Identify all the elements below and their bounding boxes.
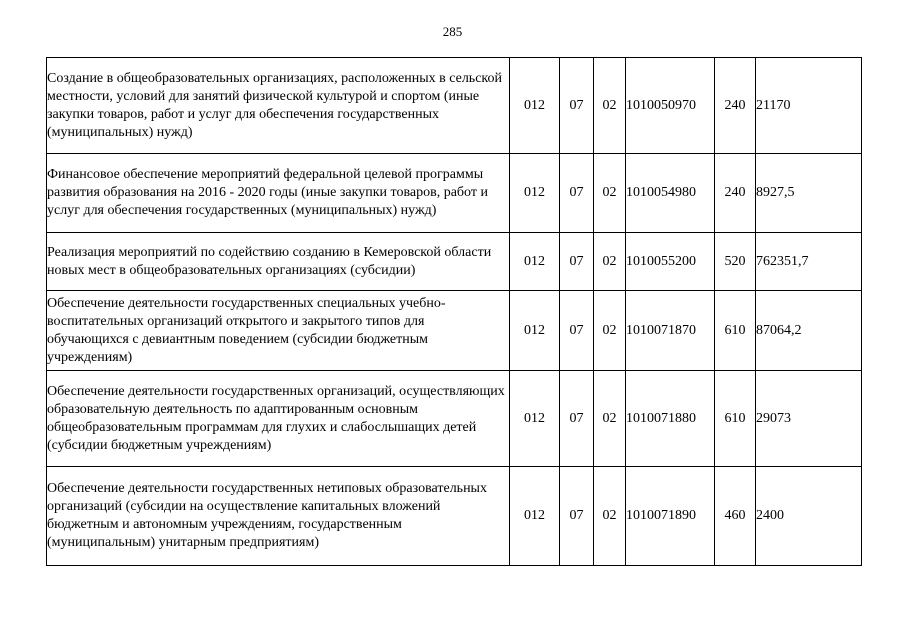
table-row [47, 371, 862, 467]
ministry-code: 012 [510, 467, 560, 566]
section-code: 07 [560, 58, 594, 154]
section-code: 07 [560, 154, 594, 233]
amount-value: 8927,5 [756, 154, 862, 233]
table-row [47, 154, 862, 233]
expense-type-code: 520 [715, 233, 756, 291]
section-code: 07 [560, 371, 594, 467]
expense-type-code: 240 [715, 154, 756, 233]
expense-type-code: 610 [715, 291, 756, 371]
budget-table [46, 57, 862, 566]
ministry-code: 012 [510, 154, 560, 233]
row-description: Реализация мероприятий по содействию созданию в Кемеровской области новых мест в общеобразовательных организациях (субсидии) [47, 233, 510, 291]
subsection-code: 02 [594, 291, 626, 371]
amount-value: 2400 [756, 467, 862, 566]
target-article-code: 1010071870 [626, 291, 715, 371]
target-article-code: 1010050970 [626, 58, 715, 154]
table-row [47, 233, 862, 291]
table-row [47, 291, 862, 371]
row-description: Финансовое обеспечение мероприятий федеральной целевой программы развития образования на 2016 - 2020 годы (иные закупки товаров, работ и услуг для обеспечения государственных (муниципальных) нужд) [47, 154, 510, 233]
amount-value: 87064,2 [756, 291, 862, 371]
expense-type-code: 460 [715, 467, 756, 566]
amount-value: 21170 [756, 58, 862, 154]
amount-value: 29073 [756, 371, 862, 467]
section-code: 07 [560, 233, 594, 291]
target-article-code: 1010054980 [626, 154, 715, 233]
row-description: Обеспечение деятельности государственных организаций, осуществляющих образовательную деятельность по адаптированным основным общеобразовательным программам для глухих и слабослышащих детей (субсидии бюджетным учреждениям) [47, 371, 510, 467]
subsection-code: 02 [594, 371, 626, 467]
expense-type-code: 240 [715, 58, 756, 154]
table-row [47, 467, 862, 566]
row-description: Обеспечение деятельности государственных специальных учебно-воспитательных организаций открытого и закрытого типов для обучающихся с девиантным поведением (субсидии бюджетным учреждениям) [47, 291, 510, 371]
row-description: Создание в общеобразовательных организациях, расположенных в сельской местности, условий для занятий физической культурой и спортом (иные закупки товаров, работ и услуг для обеспечения государственных (муниципальных) нужд) [47, 58, 510, 154]
row-description: Обеспечение деятельности государственных нетиповых образовательных организаций (субсидии на осуществление капитальных вложений бюджетным и автономным учреждениям, государственным (муниципальным) унитарным предприятиям) [47, 467, 510, 566]
subsection-code: 02 [594, 233, 626, 291]
subsection-code: 02 [594, 58, 626, 154]
table-row [47, 58, 862, 154]
target-article-code: 1010071880 [626, 371, 715, 467]
page-number: 285 [442, 24, 463, 39]
ministry-code: 012 [510, 58, 560, 154]
subsection-code: 02 [594, 154, 626, 233]
ministry-code: 012 [510, 371, 560, 467]
ministry-code: 012 [510, 233, 560, 291]
amount-value: 762351,7 [756, 233, 862, 291]
expense-type-code: 610 [715, 371, 756, 467]
subsection-code: 02 [594, 467, 626, 566]
section-code: 07 [560, 291, 594, 371]
target-article-code: 1010071890 [626, 467, 715, 566]
ministry-code: 012 [510, 291, 560, 371]
target-article-code: 1010055200 [626, 233, 715, 291]
section-code: 07 [560, 467, 594, 566]
